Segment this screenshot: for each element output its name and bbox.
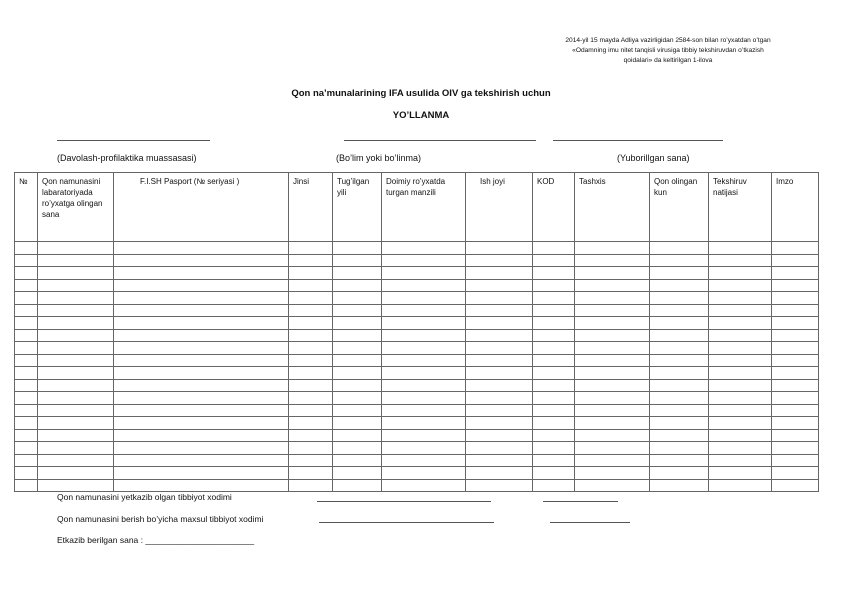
table-cell[interactable]: [650, 267, 709, 280]
table-cell[interactable]: [466, 329, 533, 342]
table-cell[interactable]: [382, 454, 466, 467]
table-cell[interactable]: [382, 367, 466, 380]
table-cell[interactable]: [466, 454, 533, 467]
table-cell[interactable]: [382, 329, 466, 342]
table-cell[interactable]: [709, 454, 772, 467]
table-cell[interactable]: [38, 292, 114, 305]
table-cell[interactable]: [466, 317, 533, 330]
table-cell[interactable]: [114, 267, 289, 280]
table-cell[interactable]: [575, 417, 650, 430]
table-row: [15, 467, 819, 480]
table-cell[interactable]: [289, 429, 333, 442]
table-cell[interactable]: [772, 392, 819, 405]
col-registration-date: Qon namunasini labaratoriyada ro’yxatga olingan sana: [38, 173, 114, 242]
table-cell[interactable]: [650, 242, 709, 255]
table-cell[interactable]: [650, 367, 709, 380]
table-cell[interactable]: [466, 267, 533, 280]
table-cell[interactable]: [38, 367, 114, 380]
table-cell[interactable]: [114, 429, 289, 442]
table-cell[interactable]: [533, 342, 575, 355]
table-cell[interactable]: [466, 429, 533, 442]
table-cell[interactable]: [533, 429, 575, 442]
table-cell[interactable]: [333, 442, 382, 455]
table-cell[interactable]: [114, 367, 289, 380]
table-cell[interactable]: [114, 454, 289, 467]
table-cell[interactable]: [289, 404, 333, 417]
table-cell[interactable]: [38, 242, 114, 255]
table-cell[interactable]: [466, 442, 533, 455]
delivered-by-name-line[interactable]: [317, 501, 491, 502]
table-cell[interactable]: [575, 392, 650, 405]
table-cell[interactable]: [533, 479, 575, 492]
table-cell[interactable]: [650, 404, 709, 417]
table-cell[interactable]: [575, 467, 650, 480]
table-cell[interactable]: [38, 379, 114, 392]
table-cell[interactable]: [114, 242, 289, 255]
table-cell[interactable]: [575, 254, 650, 267]
table-cell[interactable]: [709, 479, 772, 492]
table-cell[interactable]: [289, 254, 333, 267]
table-cell[interactable]: [382, 354, 466, 367]
table-cell[interactable]: [38, 442, 114, 455]
table-cell[interactable]: [466, 367, 533, 380]
table-row: [15, 267, 819, 280]
col-code: KOD: [533, 173, 575, 242]
table-row: [15, 479, 819, 492]
table-cell[interactable]: [709, 304, 772, 317]
table-cell[interactable]: [15, 379, 38, 392]
table-cell[interactable]: [650, 342, 709, 355]
table-cell[interactable]: [382, 429, 466, 442]
table-cell[interactable]: [533, 254, 575, 267]
table-cell[interactable]: [333, 329, 382, 342]
table-cell[interactable]: [38, 454, 114, 467]
table-cell[interactable]: [333, 342, 382, 355]
table-cell[interactable]: [333, 417, 382, 430]
table-cell[interactable]: [333, 392, 382, 405]
table-cell[interactable]: [333, 242, 382, 255]
table-cell[interactable]: [38, 417, 114, 430]
table-cell[interactable]: [533, 279, 575, 292]
table-cell[interactable]: [650, 292, 709, 305]
table-cell[interactable]: [15, 317, 38, 330]
table-cell[interactable]: [114, 354, 289, 367]
table-cell[interactable]: [289, 317, 333, 330]
table-cell[interactable]: [772, 279, 819, 292]
table-cell[interactable]: [772, 479, 819, 492]
table-cell[interactable]: [114, 379, 289, 392]
table-cell[interactable]: [650, 329, 709, 342]
table-cell[interactable]: [382, 392, 466, 405]
table-cell[interactable]: [533, 379, 575, 392]
table-row: [15, 392, 819, 405]
table-cell[interactable]: [709, 329, 772, 342]
table-cell[interactable]: [333, 479, 382, 492]
table-cell[interactable]: [38, 479, 114, 492]
sample-register-table: [14, 172, 819, 492]
table-cell[interactable]: [575, 479, 650, 492]
table-cell[interactable]: [114, 392, 289, 405]
table-cell[interactable]: [709, 367, 772, 380]
table-cell[interactable]: [709, 317, 772, 330]
table-cell[interactable]: [38, 267, 114, 280]
col-full-name-passport: F.I.SH Pasport (№ seriyasi ): [114, 173, 289, 242]
table-cell[interactable]: [289, 379, 333, 392]
table-cell[interactable]: [533, 367, 575, 380]
department-caption: (Bo’lim yoki bo’linma): [336, 153, 422, 163]
table-cell[interactable]: [650, 392, 709, 405]
table-cell[interactable]: [709, 429, 772, 442]
table-cell[interactable]: [466, 279, 533, 292]
table-cell[interactable]: [709, 267, 772, 280]
table-cell[interactable]: [382, 479, 466, 492]
table-cell[interactable]: [575, 429, 650, 442]
table-cell[interactable]: [772, 304, 819, 317]
table-cell[interactable]: [709, 342, 772, 355]
table-cell[interactable]: [382, 267, 466, 280]
table-cell[interactable]: [772, 317, 819, 330]
table-cell[interactable]: [709, 417, 772, 430]
table-cell[interactable]: [772, 467, 819, 480]
table-cell[interactable]: [772, 329, 819, 342]
table-cell[interactable]: [650, 429, 709, 442]
table-cell[interactable]: [114, 329, 289, 342]
table-row: [15, 404, 819, 417]
table-row: [15, 442, 819, 455]
table-cell[interactable]: [772, 267, 819, 280]
table-cell[interactable]: [333, 317, 382, 330]
table-row: [15, 342, 819, 355]
table-cell[interactable]: [575, 379, 650, 392]
table-cell[interactable]: [38, 354, 114, 367]
table-cell[interactable]: [114, 442, 289, 455]
table-cell[interactable]: [15, 479, 38, 492]
table-row: [15, 329, 819, 342]
table-cell[interactable]: [15, 404, 38, 417]
delivered-by-label: Qon namunasini yetkazib olgan tibbiyot xodimi: [57, 492, 232, 502]
table-cell[interactable]: [466, 392, 533, 405]
table-cell[interactable]: [650, 354, 709, 367]
table-cell[interactable]: [333, 404, 382, 417]
table-cell[interactable]: [575, 329, 650, 342]
table-cell[interactable]: [114, 479, 289, 492]
table-cell[interactable]: [333, 292, 382, 305]
table-header-row: [15, 173, 819, 242]
table-cell[interactable]: [466, 242, 533, 255]
col-diagnosis: Tashxis: [575, 173, 650, 242]
table-cell[interactable]: [15, 254, 38, 267]
table-row: [15, 254, 819, 267]
table-cell[interactable]: [333, 429, 382, 442]
table-row: [15, 304, 819, 317]
table-cell[interactable]: [382, 279, 466, 292]
table-cell[interactable]: [289, 367, 333, 380]
table-cell[interactable]: [382, 442, 466, 455]
table-cell[interactable]: [333, 467, 382, 480]
table-cell[interactable]: [15, 442, 38, 455]
table-cell[interactable]: [382, 379, 466, 392]
table-cell[interactable]: [289, 479, 333, 492]
table-cell[interactable]: [382, 417, 466, 430]
annex-note-line-2: «Odamning imu nitet tanqisli virusiga tibbiy tekshiruvdan o’tkazish: [572, 47, 764, 54]
table-cell[interactable]: [333, 379, 382, 392]
annex-note: [538, 36, 798, 66]
table-cell[interactable]: [289, 267, 333, 280]
table-cell[interactable]: [772, 254, 819, 267]
table-cell[interactable]: [709, 467, 772, 480]
table-cell[interactable]: [333, 354, 382, 367]
table-cell[interactable]: [114, 467, 289, 480]
table-cell[interactable]: [772, 242, 819, 255]
table-cell[interactable]: [333, 279, 382, 292]
table-cell[interactable]: [289, 454, 333, 467]
table-cell[interactable]: [772, 417, 819, 430]
table-cell[interactable]: [38, 342, 114, 355]
table-cell[interactable]: [650, 304, 709, 317]
table-cell[interactable]: [38, 404, 114, 417]
table-cell[interactable]: [575, 317, 650, 330]
table-cell[interactable]: [15, 354, 38, 367]
table-cell[interactable]: [114, 404, 289, 417]
table-cell[interactable]: [533, 417, 575, 430]
table-cell[interactable]: [533, 442, 575, 455]
table-cell[interactable]: [333, 454, 382, 467]
table-cell[interactable]: [382, 254, 466, 267]
document-subtitle: YO’LLANMA: [392, 110, 450, 121]
table-cell[interactable]: [15, 292, 38, 305]
table-cell[interactable]: [575, 342, 650, 355]
table-cell[interactable]: [650, 467, 709, 480]
responsible-staff-name-line[interactable]: [319, 522, 494, 523]
table-cell[interactable]: [382, 242, 466, 255]
table-cell[interactable]: [533, 317, 575, 330]
table-cell[interactable]: [466, 467, 533, 480]
table-cell[interactable]: [772, 442, 819, 455]
table-cell[interactable]: [114, 342, 289, 355]
table-row: [15, 429, 819, 442]
col-permanent-address: Doimiy ro’yxatda turgan manzili: [382, 173, 466, 242]
table-cell[interactable]: [772, 367, 819, 380]
annex-note-line-3: qoidalari» da keltirilgan 1-ilova: [623, 57, 713, 64]
table-cell[interactable]: [650, 454, 709, 467]
table-cell[interactable]: [466, 404, 533, 417]
table-cell[interactable]: [533, 304, 575, 317]
table-cell[interactable]: [15, 454, 38, 467]
table-cell[interactable]: [709, 354, 772, 367]
table-cell[interactable]: [15, 417, 38, 430]
table-cell[interactable]: [15, 367, 38, 380]
table-cell[interactable]: [709, 242, 772, 255]
table-cell[interactable]: [772, 342, 819, 355]
table-cell[interactable]: [333, 304, 382, 317]
table-cell[interactable]: [575, 267, 650, 280]
col-blood-draw-day: Qon olingan kun: [650, 173, 709, 242]
table-cell[interactable]: [533, 267, 575, 280]
table-cell[interactable]: [709, 254, 772, 267]
table-cell[interactable]: [38, 429, 114, 442]
delivered-by-signature-line[interactable]: [543, 501, 618, 502]
document-title: Qon na’munalarining IFA usulida OIV ga tekshirish uchun: [291, 88, 551, 99]
col-birth-year: Tug’ilgan yili: [333, 173, 382, 242]
table-cell[interactable]: [466, 304, 533, 317]
table-cell[interactable]: [575, 279, 650, 292]
table-row: [15, 279, 819, 292]
table-cell[interactable]: [533, 467, 575, 480]
table-cell[interactable]: [709, 379, 772, 392]
table-cell[interactable]: [38, 392, 114, 405]
table-cell[interactable]: [333, 267, 382, 280]
table-cell[interactable]: [466, 417, 533, 430]
table-cell[interactable]: [709, 442, 772, 455]
table-cell[interactable]: [772, 379, 819, 392]
table-cell[interactable]: [650, 442, 709, 455]
table-cell[interactable]: [533, 292, 575, 305]
table-cell[interactable]: [382, 317, 466, 330]
table-cell[interactable]: [289, 417, 333, 430]
delivery-date-label[interactable]: Etkazib berilgan sana : _______________________: [57, 535, 255, 545]
table-cell[interactable]: [772, 354, 819, 367]
table-cell[interactable]: [533, 454, 575, 467]
table-cell[interactable]: [289, 342, 333, 355]
table-cell[interactable]: [382, 292, 466, 305]
table-cell[interactable]: [15, 267, 38, 280]
table-cell[interactable]: [772, 404, 819, 417]
table-cell[interactable]: [114, 279, 289, 292]
date-sent-blank-line[interactable]: [553, 140, 723, 141]
department-blank-line[interactable]: [344, 140, 536, 141]
table-cell[interactable]: [575, 404, 650, 417]
table-cell[interactable]: [709, 292, 772, 305]
institution-blank-line[interactable]: [57, 140, 210, 141]
table-cell[interactable]: [15, 429, 38, 442]
table-cell[interactable]: [533, 404, 575, 417]
table-cell[interactable]: [114, 292, 289, 305]
table-cell[interactable]: [650, 479, 709, 492]
table-cell[interactable]: [466, 479, 533, 492]
institution-caption: (Davolash-profilaktika muassasasi): [57, 153, 197, 163]
table-cell[interactable]: [333, 367, 382, 380]
table-body: [15, 242, 819, 492]
table-cell[interactable]: [533, 354, 575, 367]
table-cell[interactable]: [114, 417, 289, 430]
table-cell[interactable]: [466, 342, 533, 355]
table-cell[interactable]: [38, 254, 114, 267]
table-cell[interactable]: [575, 242, 650, 255]
col-signature: Imzo: [772, 173, 819, 242]
table-row: [15, 454, 819, 467]
table-cell[interactable]: [382, 467, 466, 480]
table-cell[interactable]: [38, 329, 114, 342]
table-cell[interactable]: [289, 242, 333, 255]
responsible-staff-signature-line[interactable]: [550, 522, 630, 523]
table-cell[interactable]: [289, 442, 333, 455]
table-cell[interactable]: [709, 279, 772, 292]
col-test-result: Tekshiruv natijasi: [709, 173, 772, 242]
col-number: №: [15, 173, 38, 242]
table-cell[interactable]: [15, 467, 38, 480]
table-cell[interactable]: [38, 279, 114, 292]
table-row: [15, 292, 819, 305]
table-cell[interactable]: [289, 392, 333, 405]
table-cell[interactable]: [15, 392, 38, 405]
table-cell[interactable]: [650, 279, 709, 292]
table-cell[interactable]: [15, 279, 38, 292]
table-cell[interactable]: [15, 342, 38, 355]
table-cell[interactable]: [533, 242, 575, 255]
table-cell[interactable]: [466, 254, 533, 267]
table-cell[interactable]: [772, 429, 819, 442]
table-cell[interactable]: [575, 292, 650, 305]
table-cell[interactable]: [466, 292, 533, 305]
table-cell[interactable]: [466, 354, 533, 367]
table-cell[interactable]: [575, 354, 650, 367]
table-cell[interactable]: [289, 467, 333, 480]
table-cell[interactable]: [114, 304, 289, 317]
table-cell[interactable]: [575, 442, 650, 455]
table-cell[interactable]: [382, 404, 466, 417]
table-cell[interactable]: [289, 279, 333, 292]
table-cell[interactable]: [114, 254, 289, 267]
table-cell[interactable]: [15, 329, 38, 342]
table-cell[interactable]: [533, 392, 575, 405]
table-cell[interactable]: [650, 254, 709, 267]
table-row: [15, 354, 819, 367]
table-cell[interactable]: [575, 304, 650, 317]
col-workplace: Ish joyi: [466, 173, 533, 242]
col-gender: Jinsi: [289, 173, 333, 242]
table-cell[interactable]: [533, 329, 575, 342]
table-cell[interactable]: [333, 254, 382, 267]
table-cell[interactable]: [709, 404, 772, 417]
table-cell[interactable]: [650, 379, 709, 392]
table-row: [15, 242, 819, 255]
table-cell[interactable]: [15, 304, 38, 317]
table-row: [15, 317, 819, 330]
table-cell[interactable]: [772, 292, 819, 305]
table-cell[interactable]: [575, 454, 650, 467]
date-sent-caption: (Yuborillgan sana): [617, 153, 690, 163]
responsible-staff-label: Qon namunasini berish bo’yicha maxsul tibbiyot xodimi: [57, 514, 264, 524]
table-cell[interactable]: [289, 292, 333, 305]
table-cell[interactable]: [382, 304, 466, 317]
table-row: [15, 379, 819, 392]
table-cell[interactable]: [38, 467, 114, 480]
table-row: [15, 367, 819, 380]
table-cell[interactable]: [289, 329, 333, 342]
table-cell[interactable]: [709, 392, 772, 405]
table-cell[interactable]: [650, 417, 709, 430]
table-cell[interactable]: [650, 317, 709, 330]
table-cell[interactable]: [114, 317, 289, 330]
table-row: [15, 417, 819, 430]
table-cell[interactable]: [289, 354, 333, 367]
table-cell[interactable]: [38, 304, 114, 317]
annex-note-line-1: 2014-yil 15 mayda Adliya vazirligidan 2584-son bilan ro’yxatdan o’tgan: [565, 37, 771, 44]
table-cell[interactable]: [466, 379, 533, 392]
table-cell[interactable]: [575, 367, 650, 380]
table-cell[interactable]: [772, 454, 819, 467]
table-cell[interactable]: [382, 342, 466, 355]
table-cell[interactable]: [15, 242, 38, 255]
table-cell[interactable]: [38, 317, 114, 330]
table-cell[interactable]: [289, 304, 333, 317]
